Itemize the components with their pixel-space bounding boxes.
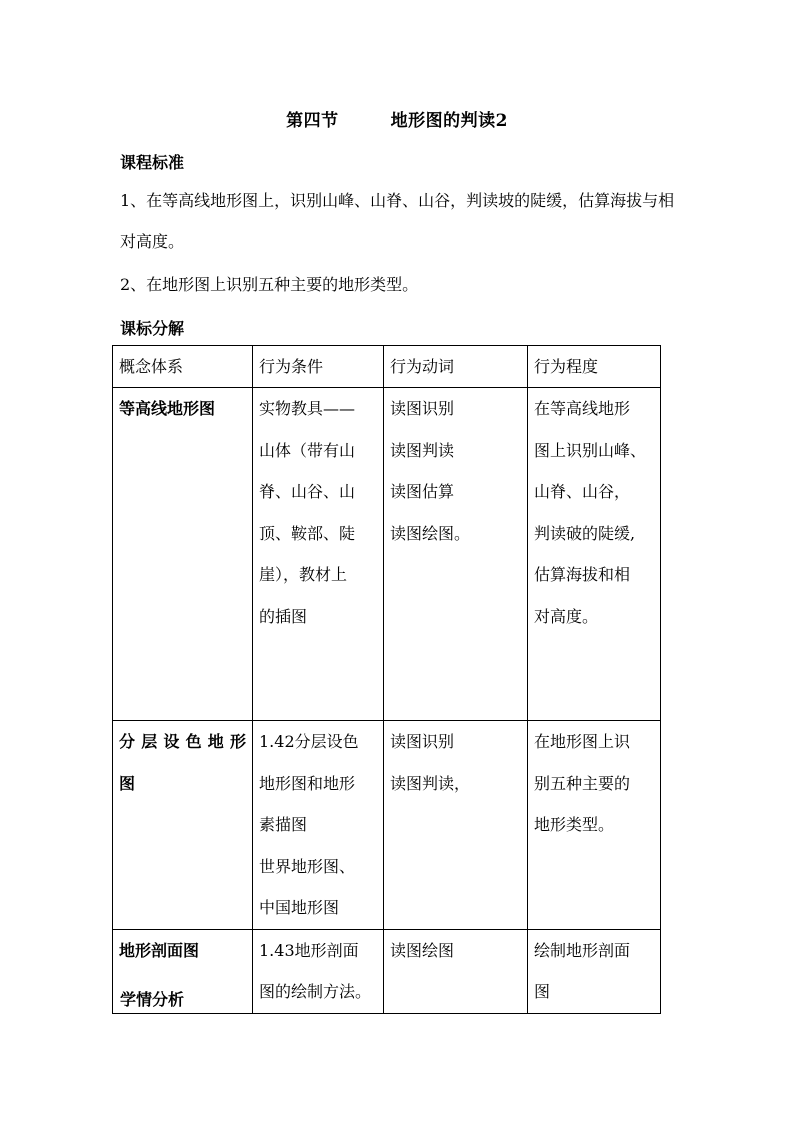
header-concept: 概念体系 (113, 346, 253, 388)
cell-line: 在等高线地形 (534, 399, 631, 418)
page-title (0, 106, 794, 131)
cell-line: 读图识别 (390, 399, 455, 418)
cell-line: 顶、鞍部、陡 (259, 523, 356, 543)
heading-standards: 课程标准 (120, 153, 185, 172)
cell-concept: 等高线地形图 (113, 388, 253, 721)
table-row (113, 388, 661, 721)
cell-condition (253, 721, 384, 930)
cell-concept: 地形剖面图 (113, 929, 253, 1013)
cell-line: 中国地形图 (259, 898, 340, 917)
cell-line: 读图绘图。 (390, 523, 471, 543)
cell-line: 判读破的陡缓, (534, 523, 636, 543)
cell-degree (528, 721, 661, 930)
cell-line: 地形类型。 (534, 815, 615, 834)
cell-line: 图上识别山峰、 (534, 440, 647, 460)
cell-concept (113, 721, 253, 930)
cell-condition (253, 388, 384, 721)
cell-line: 脊、山谷、山 (259, 482, 356, 501)
cell-line: 崖），教材上 (259, 565, 348, 584)
cell-line: 图的绘制方法。 (259, 982, 372, 1001)
breakdown-table (112, 345, 661, 1014)
cell-verbs (384, 929, 528, 1013)
standard-item-2: 2、在地形图上识别五种主要的地形类型。 (120, 275, 419, 294)
cell-line: 读图绘图 (390, 940, 455, 960)
heading-analysis: 学情分析 (120, 990, 185, 1009)
cell-line: 世界地形图、 (259, 856, 356, 876)
cell-line: 分层设色地形 (119, 732, 246, 751)
cell-line: 实物教具—— (259, 399, 356, 418)
cell-line: 别五种主要的 (534, 773, 631, 793)
title-section: 第四节 (286, 111, 339, 131)
cell-condition (253, 929, 384, 1013)
cell-line: 图 (119, 773, 136, 793)
cell-line: 山体（带有山 (259, 440, 356, 460)
header-degree: 行为程度 (528, 346, 661, 388)
cell-line: 1.42分层设色 (259, 732, 359, 751)
cell-line: 读图识别 (390, 732, 455, 751)
cell-line: 读图估算 (390, 482, 455, 501)
table-header-row (113, 346, 661, 388)
cell-line: 估算海拔和相 (534, 565, 631, 584)
cell-line: 的插图 (259, 606, 308, 626)
header-condition: 行为条件 (253, 346, 384, 388)
cell-degree (528, 388, 661, 721)
cell-line: 图 (534, 982, 551, 1001)
cell-degree (528, 929, 661, 1013)
cell-line: 读图判读 (390, 440, 455, 460)
cell-line: 对高度。 (534, 606, 599, 626)
cell-line: 读图判读， (390, 773, 471, 793)
cell-line: 素描图 (259, 815, 308, 834)
table-row (113, 721, 661, 930)
cell-line: 在地形图上识 (534, 732, 631, 751)
table-row (113, 929, 661, 1013)
cell-verbs (384, 388, 528, 721)
heading-breakdown: 课标分解 (120, 319, 185, 338)
cell-line: 1.43地形剖面 (259, 940, 359, 960)
header-verb: 行为动词 (384, 346, 528, 388)
cell-line: 山脊、山谷， (534, 482, 631, 501)
cell-line: 地形图和地形 (259, 773, 356, 793)
cell-verbs (384, 721, 528, 930)
title-topic: 地形图的判读2 (390, 111, 508, 131)
standard-item-1: 1、在等高线地形图上，识别山峰、山脊、山谷，判读坡的陡缓，估算海拔与相对高度。 (120, 191, 675, 251)
cell-line: 绘制地形剖面 (534, 940, 631, 960)
